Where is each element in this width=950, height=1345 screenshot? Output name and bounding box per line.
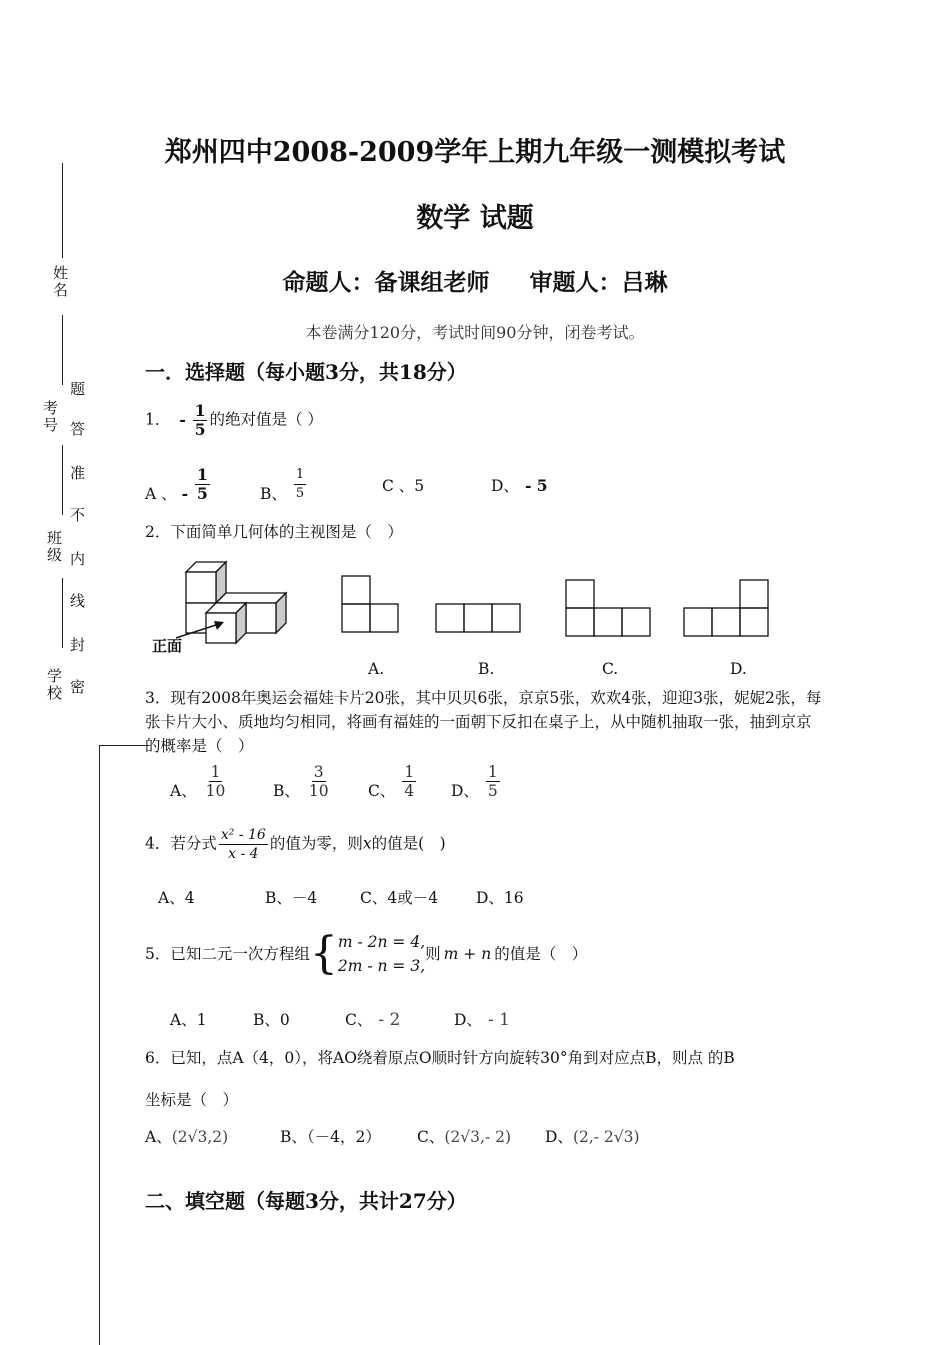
exam-note: 本卷满分120分，考试时间90分钟，闭卷考试。 <box>305 323 645 342</box>
q5-expr: m + n <box>443 945 492 963</box>
question-2: 2．下面简单几何体的主视图是（ ） <box>145 523 403 541</box>
front-label: 正面 <box>152 637 183 655</box>
cut-line-vertical <box>99 745 100 1345</box>
sidebar-line-class <box>62 578 63 648</box>
q5-system: m - 2n = 4, 2m - n = 3, <box>337 933 426 975</box>
q1-neg: - <box>179 409 186 429</box>
q1-option-d: D、 - 5 <box>491 476 548 495</box>
q5-suffix: 的值是（ ） <box>494 945 588 963</box>
sidebar-exam-no-label: 考号 <box>41 400 59 434</box>
q1-number: 1． <box>145 410 171 429</box>
q6-option-b: B、（－4，2） <box>280 1128 381 1146</box>
warn-char: 答 <box>70 420 86 438</box>
q1-fraction: $\frac{1}{5}$ <box>194 401 206 439</box>
q2-label-c: C. <box>602 660 619 678</box>
exam-subtitle: 数学 试题 <box>416 203 534 234</box>
q4-option-b: B、－4 <box>265 889 318 907</box>
q1-option-c: C 、5 <box>382 477 425 495</box>
q5-mid: 则 <box>425 945 441 963</box>
warn-char: 题 <box>70 380 86 398</box>
q6-option-c: C、(2√3,- 2) <box>417 1128 512 1146</box>
q4-suffix: 的值是( ) <box>371 834 446 853</box>
question-6-line2: 坐标是（ ） <box>145 1091 239 1109</box>
section1-title: 一．选择题（每小题3分，共18分） <box>145 360 467 384</box>
q4-option-d: D、16 <box>476 889 524 907</box>
question-1 <box>145 402 323 439</box>
q2-option-c-view <box>566 580 650 636</box>
q3-a-fraction: $\frac{1}{10}$ <box>205 763 226 800</box>
q3-option-b: B、 $\frac{3}{10}$ <box>273 763 329 800</box>
q5-option-b: B、0 <box>253 1011 290 1029</box>
q6-option-d: D、(2,- 2√3) <box>545 1128 640 1146</box>
q2-label-a: A. <box>368 660 385 678</box>
sidebar-class-label: 班级 <box>45 530 63 564</box>
q3-option-a: A、 $\frac{1}{10}$ <box>170 763 226 800</box>
q1-text: 的绝对值是（ ） <box>209 410 323 429</box>
q4-option-a: A、4 <box>158 889 195 907</box>
warn-char: 封 <box>70 636 86 654</box>
question-3: 3．现有2008年奥运会福娃卡片20张，其中贝贝6张，京京5张，欢欢4张，迎迎3张，妮妮2张，每张卡片大小、质地均匀相同，将画有福娃的一面朝下反扣在桌子上，从中随机抽取一张，抽到京京的概率是（ ） <box>145 689 822 755</box>
q1-b-fraction: $\frac{1}{5}$ <box>295 467 305 501</box>
warn-char: 线 <box>70 592 86 610</box>
warn-char: 不 <box>70 506 86 524</box>
q2-figure <box>148 558 798 688</box>
setter: 命题人：备课组老师 <box>282 269 490 296</box>
section2-title: 二、填空题（每题3分，共计27分） <box>145 1189 467 1213</box>
q2-option-b-view <box>436 604 520 632</box>
warn-char: 准 <box>70 464 86 482</box>
question-4 <box>145 826 446 863</box>
sidebar-warning <box>70 378 90 716</box>
system-brace: { <box>309 928 338 979</box>
q5-option-a: A、1 <box>170 1011 207 1029</box>
sidebar-school-label: 学校 <box>45 668 63 702</box>
q5-option-c: C、 - 2 <box>345 1010 401 1030</box>
warn-char: 内 <box>70 550 86 568</box>
warn-char: 密 <box>70 678 86 696</box>
q4-prefix: 4．若分式 <box>145 834 217 853</box>
q1-option-a: A 、 - $\frac{1}{5}$ <box>145 465 208 503</box>
exam-title: 郑州四中2008-2009学年上期九年级一测模拟考试 <box>164 137 786 168</box>
q1-options <box>145 466 745 510</box>
q5-option-d: D、 - 1 <box>454 1010 510 1030</box>
q3-option-d: D、 $\frac{1}{5}$ <box>451 763 498 800</box>
q2-option-a-view <box>342 576 398 632</box>
q3-b-fraction: $\frac{3}{10}$ <box>308 763 329 800</box>
q2-option-d-view <box>684 580 768 636</box>
q5-prefix: 5．已知二元一次方程组 <box>145 945 310 963</box>
q1-a-fraction: $\frac{1}{5}$ <box>196 465 208 503</box>
question-6-line1: 6．已知，点A（4，0），将AO绕着原点O顺时针方向旋转30°角到对应点B，则点 的B <box>145 1049 735 1067</box>
q2-label-b: B. <box>478 660 495 678</box>
q3-options <box>170 763 670 809</box>
q3-option-c: C、 $\frac{1}{4}$ <box>368 763 415 800</box>
q4-fraction: $\frac{\text{x² - 16}}{x - 4}$ <box>220 827 266 862</box>
exam-authors <box>0 264 950 297</box>
q3-d-fraction: $\frac{1}{5}$ <box>487 763 498 800</box>
sidebar-name-label: 姓名 <box>51 265 69 299</box>
solid-figure <box>176 562 286 643</box>
question-5 <box>145 930 587 978</box>
q1-option-b: B、 $\frac{1}{5}$ <box>260 467 305 503</box>
q4-option-c: C、4或－4 <box>360 889 439 907</box>
q6-option-a: A、(2√3,2) <box>145 1128 229 1146</box>
q3-c-fraction: $\frac{1}{4}$ <box>404 763 415 800</box>
q4-mid: 的值为零，则 <box>269 834 363 853</box>
q2-label-d: D. <box>730 660 747 678</box>
q4-var: x <box>362 834 372 853</box>
reviewer: 审题人：吕琳 <box>529 269 668 296</box>
sidebar-line-exam <box>62 445 63 515</box>
cut-line-horizontal <box>99 745 149 746</box>
